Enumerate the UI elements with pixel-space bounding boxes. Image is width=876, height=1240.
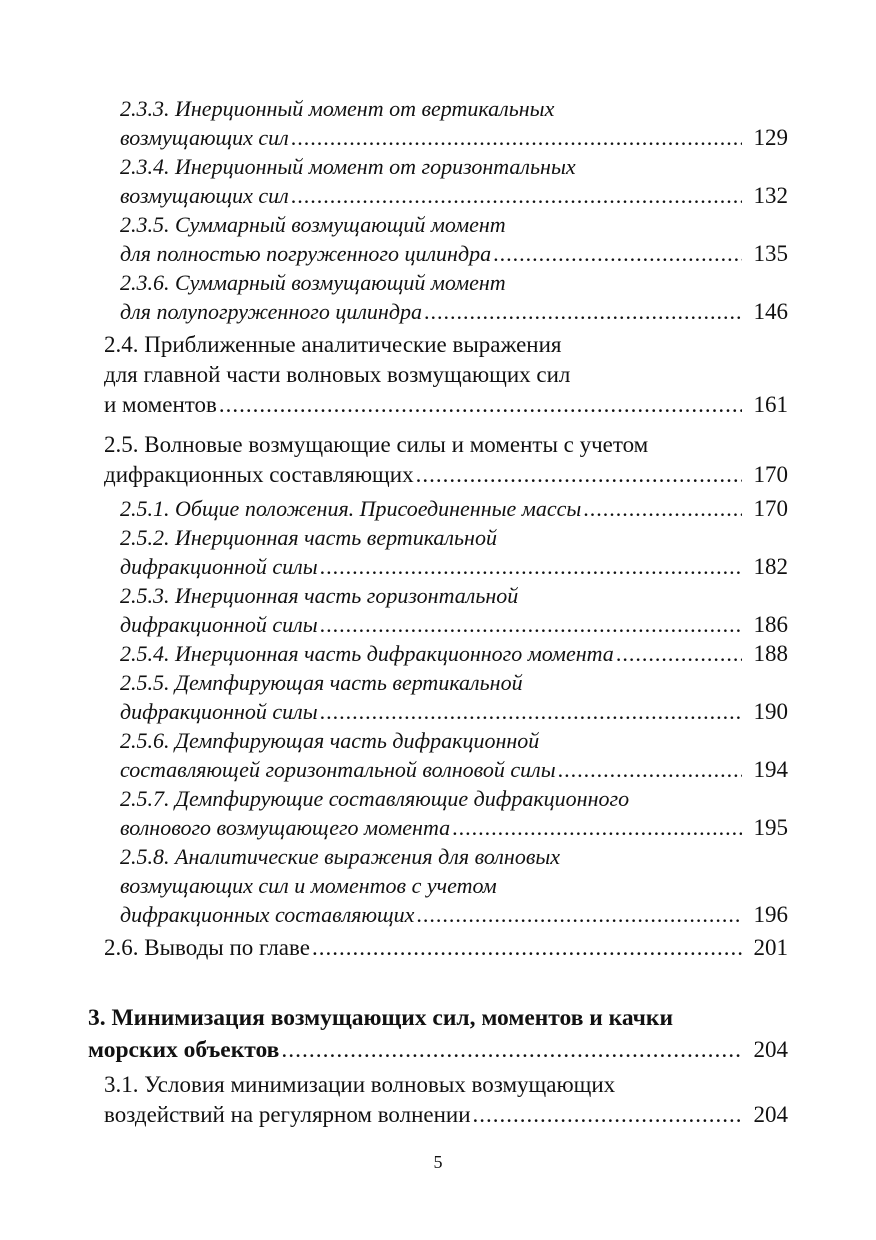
toc-entry-text: 2.3.5. Суммарный возмущающий момент — [120, 212, 506, 237]
toc-page-number: 195 — [753, 815, 788, 840]
toc-entry-text: 3. Минимизация возмущающих сил, моментов и качки — [88, 1005, 673, 1031]
toc-entry-2-5-2 — [88, 523, 788, 581]
toc-entry-2-4 — [88, 330, 788, 420]
toc-page-number: 188 — [753, 641, 788, 666]
toc-entry-2-3-4 — [88, 152, 788, 210]
toc-page-number: 204 — [753, 1102, 788, 1127]
dot-leader — [473, 1100, 742, 1130]
page-number: 5 — [433, 1152, 443, 1172]
toc-entry-text: 2.5.6. Демпфирующая часть дифракционной — [120, 728, 540, 753]
toc-page-number: 201 — [753, 935, 788, 960]
toc-entry-text: воздействий на регулярном волнении — [104, 1102, 471, 1127]
toc-entry-text: дифракционных составляющих — [104, 462, 414, 487]
toc-page-number: 161 — [753, 392, 788, 417]
toc-entry-text: 3.1. Условия минимизации волновых возмущающих — [104, 1072, 616, 1097]
toc-entry-text: 2.5.1. Общие положения. Присоединенные массы — [120, 496, 582, 521]
toc-page-number: 170 — [753, 496, 788, 521]
dot-leader — [416, 900, 742, 929]
toc-entry-text: 2.5.3. Инерционная часть горизонтальной — [120, 583, 519, 608]
toc-entry-text: морских объектов — [88, 1037, 280, 1063]
toc-entry-text: волнового возмущающего момента — [120, 815, 451, 840]
dot-leader — [424, 297, 742, 326]
dot-leader — [291, 181, 742, 210]
dot-leader — [452, 813, 742, 842]
toc-page-number: 204 — [753, 1037, 788, 1062]
table-of-contents — [88, 94, 788, 1130]
toc-entry-text: 2.5.4. Инерционная часть дифракционного момента — [120, 641, 614, 666]
toc-entry-2-5-1 — [88, 494, 788, 523]
toc-entry-2-5-3 — [88, 581, 788, 639]
dot-leader — [320, 610, 742, 639]
toc-page-number: 186 — [753, 612, 788, 637]
dot-leader — [312, 933, 742, 963]
toc-page-number: 190 — [753, 699, 788, 724]
toc-entry-text: дифракционной силы — [120, 612, 318, 637]
toc-entry-text: 2.5.5. Демпфирующая часть вертикальной — [120, 670, 523, 695]
toc-entry-3-1 — [88, 1070, 788, 1130]
toc-entry-text: для главной части волновых возмущающих сил — [104, 362, 571, 387]
toc-entry-2-5 — [88, 430, 788, 490]
dot-leader — [320, 552, 742, 581]
toc-entry-2-3-6 — [88, 268, 788, 326]
toc-page-number: 196 — [753, 902, 788, 927]
toc-entry-text: для полупогруженного цилиндра — [120, 299, 422, 324]
dot-leader — [291, 123, 742, 152]
dot-leader — [558, 755, 742, 784]
toc-page-number: 146 — [753, 299, 788, 324]
toc-entry-text: 2.5.2. Инерционная часть вертикальной — [120, 525, 497, 550]
dot-leader — [416, 460, 742, 490]
toc-entry-2-5-4 — [88, 639, 788, 668]
toc-entry-text: составляющей горизонтальной волновой силы — [120, 757, 556, 782]
toc-entry-text: 2.6. Выводы по главе — [104, 935, 310, 960]
dot-leader — [219, 390, 742, 420]
toc-entry-text: дифракционных составляющих — [120, 902, 415, 927]
toc-entry-text: 2.3.6. Суммарный возмущающий момент — [120, 270, 506, 295]
toc-page-number: 182 — [753, 554, 788, 579]
dot-leader — [320, 697, 742, 726]
toc-entry-2-5-6 — [88, 726, 788, 784]
toc-entry-2-3-3 — [88, 94, 788, 152]
dot-leader — [493, 239, 742, 268]
toc-page-number: 129 — [753, 125, 788, 150]
toc-entry-2-5-7 — [88, 784, 788, 842]
dot-leader — [583, 494, 742, 523]
toc-entry-text: 2.3.3. Инерционный момент от вертикальных — [120, 96, 555, 121]
toc-entry-text: возмущающих сил — [120, 125, 289, 150]
toc-entry-text: возмущающих сил — [120, 183, 289, 208]
toc-entry-text: 2.5.8. Аналитические выражения для волновых — [120, 844, 561, 869]
dot-leader — [616, 639, 742, 668]
toc-entry-text: и моментов — [104, 392, 217, 417]
toc-entry-text: для полностью погруженного цилиндра — [120, 241, 492, 266]
toc-entry-text: 2.5. Волновые возмущающие силы и моменты с учетом — [104, 432, 649, 457]
dot-leader — [281, 1035, 742, 1066]
toc-page-number: 194 — [753, 757, 788, 782]
toc-entry-text: 2.4. Приближенные аналитические выражения — [104, 332, 562, 357]
toc-entry-2-5-5 — [88, 668, 788, 726]
toc-entry-chapter-3 — [88, 1003, 788, 1066]
toc-entry-2-6 — [88, 933, 788, 963]
toc-page-number: 135 — [753, 241, 788, 266]
toc-entry-text: 2.5.7. Демпфирующие составляющие дифракционного — [120, 786, 630, 811]
toc-entry-2-5-8 — [88, 842, 788, 929]
toc-entry-text: дифракционной силы — [120, 554, 318, 579]
toc-entry-text: дифракционной силы — [120, 699, 318, 724]
toc-entry-text: 2.3.4. Инерционный момент от горизонтальных — [120, 154, 576, 179]
toc-entry-2-3-5 — [88, 210, 788, 268]
toc-page-number: 170 — [753, 462, 788, 487]
toc-entry-text: возмущающих сил и моментов с учетом — [120, 873, 497, 898]
toc-page-number: 132 — [753, 183, 788, 208]
